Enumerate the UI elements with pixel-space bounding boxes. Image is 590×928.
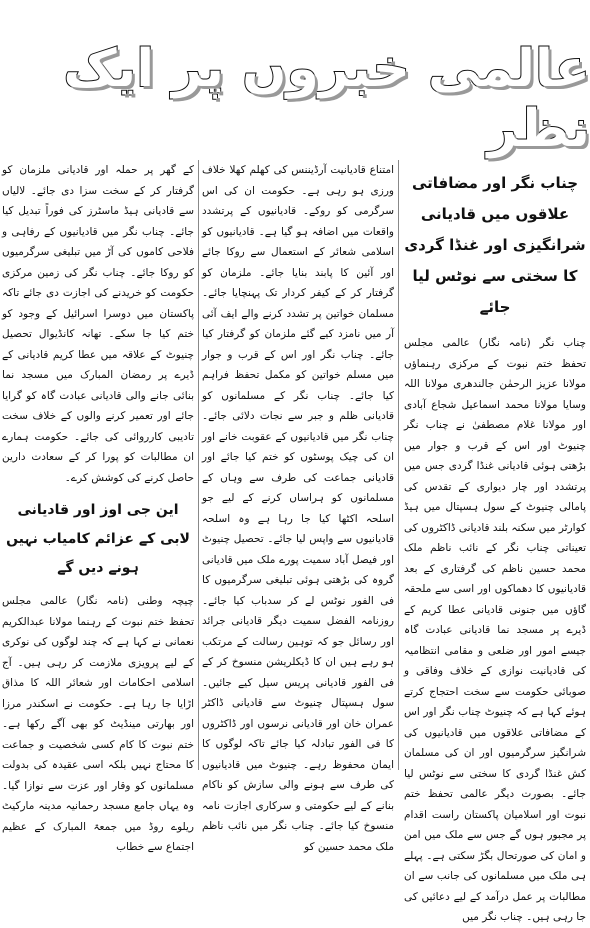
- story-mid-body: امتناع قادیانیت آرڈیننس کی کھلم کھلا خلاف ورزی ہو رہی ہے۔ حکومت ان کی اس سرگرمی کو روکے۔ قادیانیوں کے پرتشدد واقعات میں اضافہ ہو گیا ہے۔ قادیانیوں کو اسلامی شعائر کے استعمال سے روکا جائے اور آئین کا پابند بنایا جائے۔ ملزمان کو گرفتار کر کے کیفر کردار تک پہنچایا جائے۔ مسلمان خواتین پر تشدد کرنے والے ایف آئی آر میں نامزد کیے گئے ملزمان کو گرفتار کیا جائے۔ چناب نگر اور اس کے قرب و جوار میں مسلم خواتین کو مکمل تحفظ فراہم کیا جائے۔ چناب نگر کے مسلمانوں کو قادیانی ظلم و جبر سے نجات دلائی جائے۔ چناب نگر میں قادیانیوں کے عقوبت خانے اور ان کی چیک پوسٹوں کو ختم کیا جائے اور قادیانی جماعت کی طرف سے وہاں کے مسلمانوں کو ہراساں کرنے کے لیے جو اسلحہ اکٹھا کیا جا رہا ہے وہ اسلحہ قادیانیوں سے واپس لیا جائے۔ تحصیل چنیوٹ اور فیصل آباد سمیت پورے ملک میں قادیانی گروہ کی بڑھتی ہوئی تبلیغی سرگرمیوں کا فی الفور نوٹس لے کر سدباب کیا جائے۔ روزنامہ الفضل سمیت دیگر قادیانی جرائد اور رسائل جو کہ توہین رسالت کے مرتکب ہو رہے ہیں ان کا ڈیکلریشن منسوخ کر کے فی الفور قادیانی پریس سیل کیے جائیں۔ سول ہسپتال چنیوٹ سے قادیانی ڈاکٹر عمران خان اور قادیانی نرسوں اور ڈاکٹروں کا فی الفور تبادلہ کیا جائے تاکہ لوگوں کا ایمان محفوظ رہے۔ چنیوٹ میں قادیانیوں کی طرف سے ہونے والی سازش کو ناکام بنانے کے لیے حکومتی و سرکاری اجازت نامہ منسوخ کیا جائے۔ چناب نگر میں نائب ناظم ملک محمد حسین کو: [202, 164, 394, 853]
- masthead: [0, 39, 590, 159]
- column-divider-right: [398, 160, 399, 770]
- story-left-headline: این جی اوز اور قادیانی لابی کے عزائم کامیاب نہیں ہونے دیں گے: [6, 502, 190, 576]
- story-left-lead: کے گھر پر حملہ اور قادیانی ملزمان کو گرفتار کر کے سخت سزا دی جائے۔ لالیاں سے قادیانی ہیڈ ماسٹرز کی فوراً تبدیل کیا جائے۔ چناب نگر میں قادیانیوں کے رفاہی و فلاحی کاموں کی آڑ میں تبلیغی سرگرمیوں کو روکا جائے۔ چناب نگر کی زمین مرکزی حکومت کو خریدنے کی اجازت دی جائے تاکہ پاکستان میں دوسرا اسرائیل کے وجود کو ختم کیا جا سکے۔ تھانہ کانڈیوال تحصیل چنیوٹ کے علاقہ میں عطا کریم قادیانی کے ڈیرے پر رمضان المبارک میں مسجد نما بنائی جانے والی قادیانی عبادت گاہ کو گرایا جائے اور تعمیر کرنے والوں کے خلاف سخت تادیبی کارروائی کی جائے۔ حکومت ہمارے ان مطالبات کو پورا کر کے سعادت دارین حاصل کرنے کی کوشش کرے۔: [2, 164, 194, 484]
- story-mid-column: [202, 160, 394, 853]
- story-right-headline: چناب نگر اور مضافاتی علاقوں میں قادیانی شرانگیزی اور غنڈا گردی کا سختی سے نوٹس لیا جائے: [404, 174, 586, 316]
- masthead-title: عالمی خبروں پر ایک نظر: [63, 39, 590, 159]
- story-left-column: [2, 160, 194, 853]
- story-right-column: [404, 160, 586, 923]
- story-right-body: چناب نگر (نامہ نگار) عالمی مجلس تحفظ ختم نبوت کے مرکزی رہنماؤں مولانا عزیز الرحمٰن جالندھری مولانا اللہ وسایا مولانا محمد اسماعیل شجاع آبادی اور مولانا غلام مصطفیٰ نے چناب نگر چنیوٹ اور اس کے قرب و جوار میں بڑھتی ہوئی قادیانی غنڈا گردی جس میں پرتشدد اور چار دیواری کے تقدس کی پامالی چنیوٹ کے سول ہسپتال میں ہیڈ کوارٹر میں سکنہ بلند قادیانی ڈاکٹروں کی تعیناتی چناب نگر کے نائب ناظم ملک محمد حسین ناظم کی گرفتاری کے بعد قادیانیوں کا دھماکوں اور اسی سے ملحقہ گاؤں میں جنونی قادیانی عطا کریم کے ڈیرے پر مسجد نما قادیانی عبادت گاہ جیسے امور اور ضلعی و مقامی انتظامیہ کی قادیانیت نوازی کے خلاف وفاقی و صوبائی حکومت سے سخت احتجاج کرتے ہوئے کہا ہے کہ چنیوٹ چناب نگر اور اس کے مضافاتی علاقوں میں قادیانیوں کی شرانگیز سرگرمیوں اور ان کی مسلمان کش غنڈا گردی کا سختی سے نوٹس لیا جائے۔ بصورت دیگر عالمی تحفظ ختم نبوت اور اسلامیان پاکستان راست اقدام پر مجبور ہوں گے جس سے ملک میں امن و امان کی صورتحال بگڑ سکتی ہے۔ پہلے ہی ملک میں مسلمانوں کی جانب سے ان مطالبات پر عمل درآمد کے لیے دعائیں کی جا رہی ہیں۔ چناب نگر میں: [404, 337, 586, 923]
- column-divider-left: [198, 160, 199, 770]
- story-left-body: چیچہ وطنی (نامہ نگار) عالمی مجلس تحفظ ختم نبوت کے رہنما مولانا عبدالکریم نعمانی نے کہا ہے کہ چند لوگوں کی نوکری کے لیے پرویزی ملازمت کر رہی ہیں۔ آج اسلامی احکامات اور شعائر اللہ کا مذاق اڑایا جا رہا ہے۔ حکومت نے اسکندر مرزا اور بھارتی مینڈیٹ کو بھی آگے رکھا ہے۔ ختم نبوت کا کام کسی شخصیت و جماعت کا محتاج نہیں بلکہ اسی عقیدہ کی بدولت مسلمانوں کو وقار اور عزت سے نوازا گیا۔ وہ یہاں جامع مسجد رحمانیہ مدینہ مارکیٹ ریلوے روڈ میں جمعۃ المبارک کے عظیم اجتماع سے خطاب: [2, 595, 194, 853]
